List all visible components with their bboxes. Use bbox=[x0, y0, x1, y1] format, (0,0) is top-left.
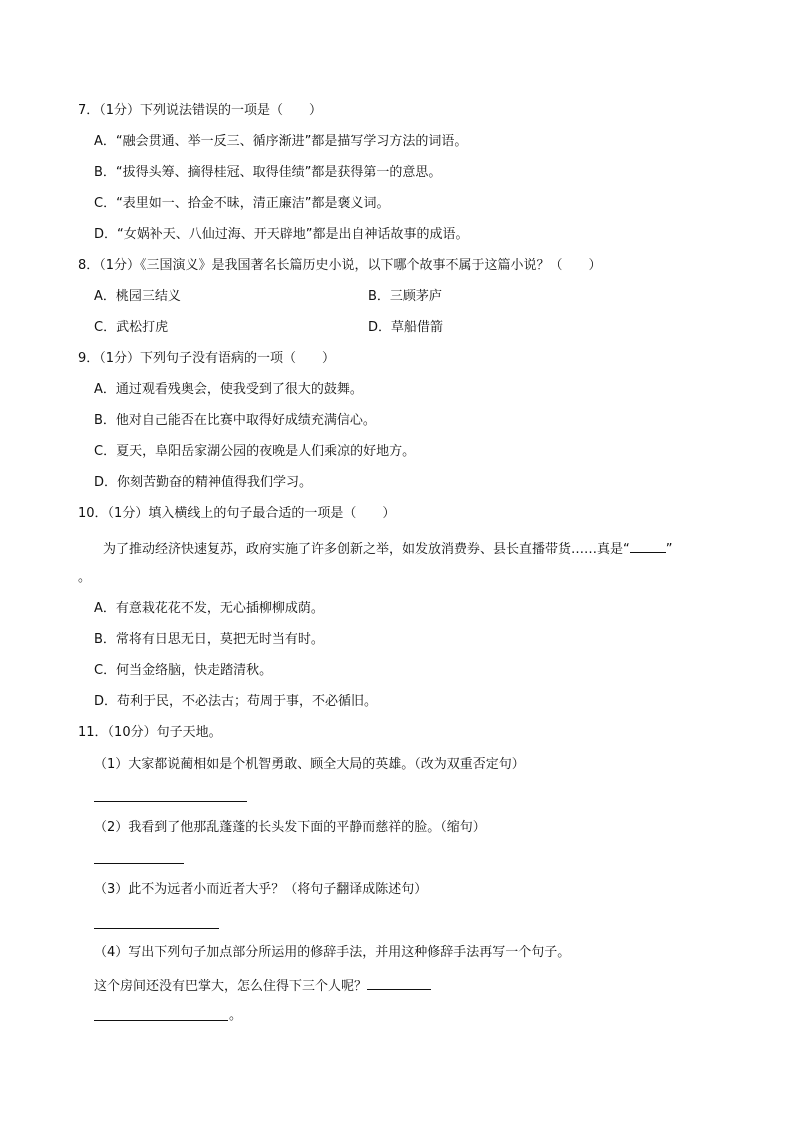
question-10-option-c: C．何当金络脑，快走踏清秋。 bbox=[94, 663, 273, 678]
question-10-option-a: A．有意栽花花不发，无心插柳柳成荫。 bbox=[94, 601, 324, 616]
question-10-passage bbox=[103, 538, 673, 559]
question-9-option-c: C．夏天，阜阳岳家湖公园的夜晚是人们乘凉的好地方。 bbox=[94, 444, 416, 459]
fill-blank[interactable] bbox=[630, 538, 666, 553]
question-11-sub4: （4）写出下列句子加点部分所运用的修辞手法，并用这种修辞手法再写一个句子。 bbox=[94, 945, 571, 960]
question-7-option-a: A．“融会贯通、举一反三、循序渐进”都是描写学习方法的词语。 bbox=[94, 134, 468, 149]
question-9-option-a: A．通过观看残奥会，使我受到了很大的鼓舞。 bbox=[94, 382, 363, 397]
question-11-stem: 11．（10分）句子天地。 bbox=[78, 725, 222, 740]
question-7-option-c: C．“表里如一、拾金不昧，清正廉洁”都是褒义词。 bbox=[94, 196, 390, 211]
question-8-option-d: D．草船借箭 bbox=[368, 320, 444, 335]
question-7-option-b: B．“拔得头筹、摘得桂冠、取得佳绩”都是获得第一的意思。 bbox=[94, 165, 442, 180]
question-7-option-d: D．“女娲补天、八仙过海、开天辟地”都是出自神话故事的成语。 bbox=[94, 227, 469, 242]
end-mark: 。 bbox=[229, 1008, 243, 1023]
question-8-stem: 8．（1分）《三国演义》是我国著名长篇历史小说，以下哪个故事不属于这篇小说？（ ） bbox=[78, 258, 602, 273]
question-11-sub3: （3）此不为远者小而近者大乎？（将句子翻译成陈述句） bbox=[94, 882, 428, 897]
question-7-stem: 7．（1分）下列说法错误的一项是（ ） bbox=[78, 103, 323, 118]
question-8-option-b: B．三顾茅庐 bbox=[368, 289, 442, 304]
question-11-sub4-sentence-line bbox=[94, 975, 431, 996]
question-8-option-c: C．武松打虎 bbox=[94, 320, 169, 335]
answer-line-3[interactable] bbox=[94, 928, 219, 929]
question-11-sub2: （2）我看到了他那乱蓬蓬的长头发下面的平静而慈祥的脸。（缩句） bbox=[94, 820, 486, 835]
question-11-sub1: （1）大家都说蔺相如是个机智勇敢、顾全大局的英雄。（改为双重否定句） bbox=[94, 757, 525, 772]
question-9-option-d: D．你刻苦勤奋的精神值得我们学习。 bbox=[94, 475, 313, 490]
answer-line-1[interactable] bbox=[94, 801, 247, 802]
passage-close-quote: ” bbox=[665, 542, 673, 557]
question-9-option-b: B．他对自己能否在比赛中取得好成绩充满信心。 bbox=[94, 413, 376, 428]
question-10-stem: 10．（1分）填入横线上的句子最合适的一项是（ ） bbox=[78, 506, 396, 521]
question-10-option-d: D．苟利于民，不必法古；苟周于事，不必循旧。 bbox=[94, 694, 378, 709]
passage-text: 为了推动经济快速复苏，政府实施了许多创新之举，如发放消费券、县长直播带货……真是“ bbox=[103, 542, 630, 557]
question-9-stem: 9．（1分）下列句子没有语病的一项（ ） bbox=[78, 351, 336, 366]
answer-line-4b[interactable] bbox=[94, 1020, 228, 1021]
passage-end-mark: 。 bbox=[78, 570, 92, 585]
question-10-option-b: B．常将有日思无日，莫把无时当有时。 bbox=[94, 632, 324, 647]
question-8-option-a: A．桃园三结义 bbox=[94, 289, 181, 304]
answer-line-2[interactable] bbox=[94, 863, 184, 864]
example-sentence: 这个房间还没有巴掌大，怎么住得下三个人呢？ bbox=[94, 979, 368, 994]
answer-blank-4a[interactable] bbox=[367, 975, 431, 990]
